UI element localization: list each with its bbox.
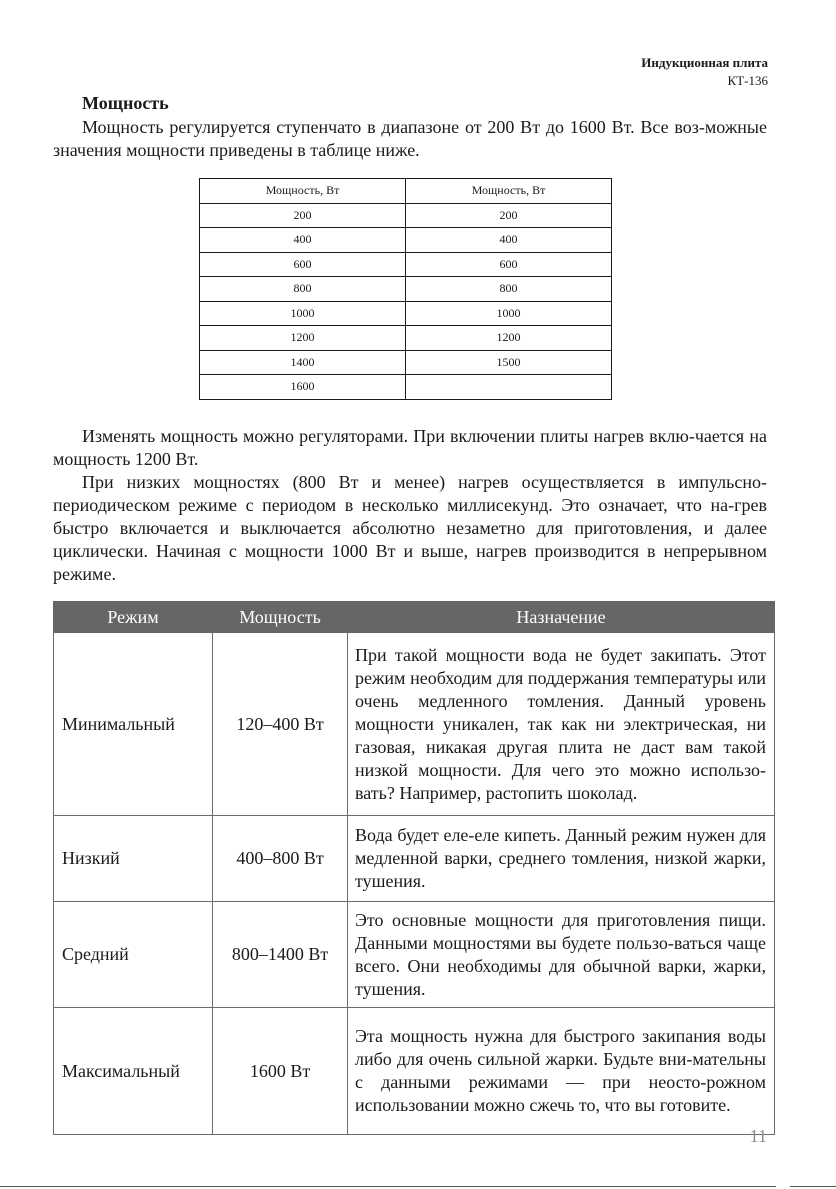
mode-name: Средний <box>54 902 213 1008</box>
power-table-cell: 1600 <box>200 375 406 400</box>
power-table-cell: 1400 <box>200 350 406 375</box>
section-title: Мощность <box>82 93 169 113</box>
mode-purpose: Это основные мощности для приготовления пищи. Данными мощностями вы будете пользо-ваться чаще всего. Они необходимы для обычной варки, жарки, тушения. <box>348 902 775 1008</box>
power-table-cell: 1000 <box>200 301 406 326</box>
power-table-row <box>200 203 612 228</box>
footer-rule <box>790 1186 836 1187</box>
power-table-cell: 1200 <box>406 326 612 351</box>
regulators-paragraph: Изменять мощность можно регуляторами. При включении плиты нагрев вклю-чается на мощность 1200 Вт. <box>53 426 767 469</box>
mode-power: 400–800 Вт <box>213 816 348 902</box>
mode-name: Низкий <box>54 816 213 902</box>
mode-power: 120–400 Вт <box>213 633 348 816</box>
mode-name: Минимальный <box>54 633 213 816</box>
intro-paragraph: Мощность регулируется ступенчато в диапазоне от 200 Вт до 1600 Вт. Все воз-можные значения мощности приведены в таблице ниже. <box>53 117 767 160</box>
power-table-cell: 200 <box>406 203 612 228</box>
modes-header-mode: Режим <box>54 602 213 633</box>
power-table-cell: 600 <box>406 252 612 277</box>
power-table-row <box>200 252 612 277</box>
power-table-header: Мощность, Вт <box>200 179 406 204</box>
mode-power: 1600 Вт <box>213 1008 348 1135</box>
modes-table-header-row <box>54 602 775 633</box>
power-table-cell: 1500 <box>406 350 612 375</box>
mode-power: 800–1400 Вт <box>213 902 348 1008</box>
power-table-cell: 1000 <box>406 301 612 326</box>
power-table-row <box>200 375 612 400</box>
mode-purpose: Эта мощность нужна для быстрого закипания воды либо для очень сильной жарки. Будьте вни-мательны с данными режимами — при неосто-рожном использовании можно сжечь то, что вы готовите. <box>348 1008 775 1135</box>
power-table-cell <box>406 375 612 400</box>
page-number: 11 <box>749 1126 767 1146</box>
power-table-row <box>200 350 612 375</box>
power-levels-table <box>199 178 612 400</box>
model-number: КТ-136 <box>727 73 768 88</box>
power-table-cell: 1200 <box>200 326 406 351</box>
footer-rule <box>0 1186 776 1187</box>
power-table-row <box>200 228 612 253</box>
power-table-header: Мощность, Вт <box>406 179 612 204</box>
power-table-cell: 400 <box>200 228 406 253</box>
product-name: Индукционная плита <box>641 55 768 70</box>
mode-purpose: При такой мощности вода не будет закипать. Этот режим необходим для поддержания температуры или очень медленного томления. Данный уровень мощности уникален, так как ни электрическая, ни газовая, никакая другая плита не даст вам такой низкой мощности. Для чего это можно использо-вать? Например, растопить шоколад. <box>348 633 775 816</box>
modes-header-power: Мощность <box>213 602 348 633</box>
modes-table-row <box>54 633 775 816</box>
pulse-mode-paragraph: При низких мощностях (800 Вт и менее) нагрев осуществляется в импульсно-периодическом режиме с периодом в несколько миллисекунд. Это означает, что на-грев быстро включается и выключается абсолютно незаметно для приготовления, и далее циклически. Начиная с мощности 1000 Вт и выше, нагрев производится в непрерывном режиме. <box>53 472 767 584</box>
power-table-row <box>200 277 612 302</box>
power-table-cell: 400 <box>406 228 612 253</box>
power-table-cell: 600 <box>200 252 406 277</box>
modes-header-purpose: Назначение <box>348 602 775 633</box>
power-table-header-row <box>200 179 612 204</box>
power-table-row <box>200 301 612 326</box>
modes-table-row <box>54 902 775 1008</box>
modes-table-row <box>54 816 775 902</box>
power-table-cell: 800 <box>406 277 612 302</box>
mode-purpose: Вода будет еле-еле кипеть. Данный режим нужен для медленной варки, среднего томления, низкой жарки, тушения. <box>348 816 775 902</box>
power-table-cell: 800 <box>200 277 406 302</box>
modes-table-row <box>54 1008 775 1135</box>
power-table-cell: 200 <box>200 203 406 228</box>
page-header <box>641 54 768 90</box>
power-table-row <box>200 326 612 351</box>
modes-table <box>53 601 775 1135</box>
mode-name: Максимальный <box>54 1008 213 1135</box>
